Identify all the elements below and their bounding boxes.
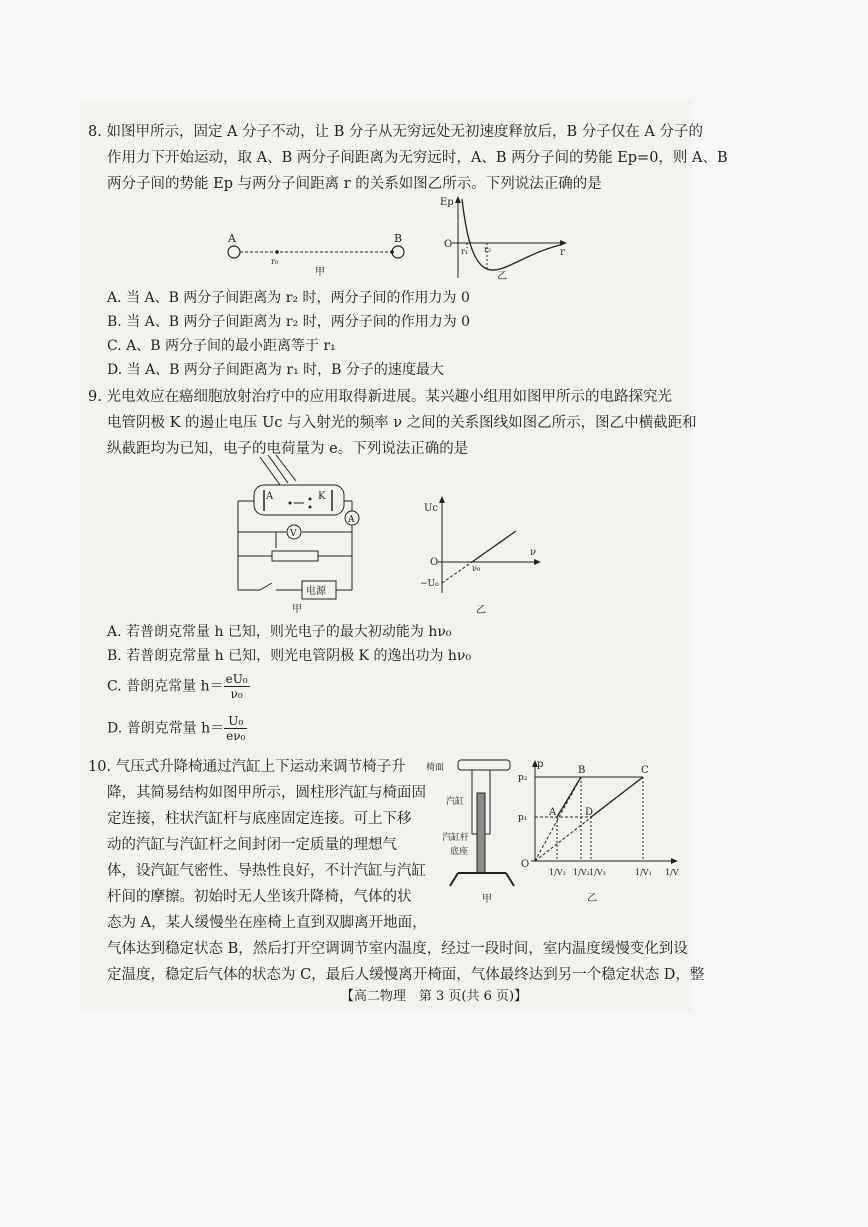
q10-figure-yi xyxy=(515,757,685,907)
q10-line7: 态为 A，某人缓慢坐在座椅上直到双脚离开地面， xyxy=(107,915,427,931)
q10-point-a: A xyxy=(549,807,557,818)
q9-neg-u0: −U₀ xyxy=(420,579,439,589)
q10-x1: 1/V₂ xyxy=(549,868,566,877)
q10-point-c: C xyxy=(641,765,649,776)
q10-x3: 1/V₃ xyxy=(589,868,606,877)
q8-line2: 作用力下开始运动，取 A、B 两分子间距离为无穷远时，A、B 两分子间的势能 Ep=0，则 A、B xyxy=(107,150,728,166)
q9-ammeter-label: A xyxy=(348,515,355,525)
q8-origin: O xyxy=(444,239,453,250)
q9-power-label: 电源 xyxy=(306,586,326,597)
q9-line1: 9. 光电效应在癌细胞放射治疗中的应用取得新进展。某兴趣小组用如图甲所示的电路探究光 xyxy=(88,389,672,405)
q9-option-d-fraction: $\frac{\text{U₀}}{\text{eν₀}}$ xyxy=(226,714,246,743)
q10-cylinder-label: 汽缸 xyxy=(446,797,465,807)
q8-option-b: B. 当 A、B 两分子间距离为 r₂ 时，两分子间的作用力为 0 xyxy=(107,314,471,330)
q10-point-b: B xyxy=(578,765,586,776)
q8-figure-jia xyxy=(220,228,420,278)
q10-x2: 1/V₂ xyxy=(573,868,590,877)
q9-voltmeter-label: V xyxy=(290,529,297,539)
q10-figure-jia xyxy=(420,758,520,903)
q10-line4: 动的汽缸与汽缸杆之间封闭一定质量的理想气 xyxy=(107,837,397,853)
q9-option-b: B. 若普朗克常量 h 已知，则光电管阴极 K 的逸出功为 hν₀ xyxy=(107,648,472,664)
q10-origin: O xyxy=(521,859,530,870)
q8-label-b: B xyxy=(394,232,403,245)
q9-xlabel: ν xyxy=(530,547,537,558)
q9-caption-jia: 甲 xyxy=(292,604,302,615)
q10-x4: 1/V₁ xyxy=(635,868,652,877)
q9-option-c xyxy=(107,672,250,701)
q8-caption-jia: 甲 xyxy=(315,267,325,278)
q10-rod-label: 汽缸杆 xyxy=(442,833,470,843)
q10-seat-label: 椅面 xyxy=(426,763,445,773)
page-footer: 【高二物理 第 3 页(共 6 页)】 xyxy=(340,989,528,1004)
q10-ylabel: p xyxy=(537,759,544,770)
q9-anode-label: A xyxy=(266,491,274,502)
q10-base-label: 底座 xyxy=(450,847,469,857)
q9-nu0: ν₀ xyxy=(472,564,481,573)
q9-option-c-prefix: C. 普朗克常量 h＝ xyxy=(107,678,224,695)
q9-option-d xyxy=(107,714,247,743)
q9-figure-yi xyxy=(420,493,550,618)
q10-line6: 杆间的摩擦。初始时无人坐该升降椅，气体的状 xyxy=(107,889,412,905)
q10-xlabel: 1/V xyxy=(665,868,679,877)
q9-line3: 纵截距均为已知，电子的电荷量为 e。下列说法正确的是 xyxy=(107,441,469,457)
q9-option-c-fraction: $\frac{\text{eU₀}}{\text{ν₀}}$ xyxy=(225,672,248,701)
q8-label-a: A xyxy=(228,232,236,245)
q8-option-d: D. 当 A、B 两分子间距离为 r₁ 时，B 分子的速度最大 xyxy=(107,362,444,378)
q8-xlabel: r xyxy=(560,247,565,258)
q10-line2: 降，其简易结构如图甲所示，圆柱形汽缸与椅面固 xyxy=(107,785,426,801)
q10-line3: 定连接，柱状汽缸杆与底座固定连接。可上下移 xyxy=(107,811,412,827)
q10-caption-yi: 乙 xyxy=(587,893,597,904)
q8-r2: r₂ xyxy=(484,245,492,254)
q9-cathode-label: K xyxy=(318,491,326,502)
q9-option-d-prefix: D. 普朗克常量 h＝ xyxy=(107,720,225,737)
q8-option-a: A. 当 A、B 两分子间距离为 r₂ 时，两分子间的作用力为 0 xyxy=(107,290,470,306)
q8-ylabel: Ep xyxy=(440,197,454,208)
q10-line9: 定温度，稳定后气体的状态为 C，最后人缓慢离开椅面，气体最终达到另一个稳定状态 D，整 xyxy=(107,967,705,983)
q10-caption-jia: 甲 xyxy=(482,894,492,903)
q10-line5: 体，设汽缸气密性、导热性良好，不计汽缸与汽缸 xyxy=(107,863,426,879)
q9-caption-yi: 乙 xyxy=(476,605,486,616)
q9-line2: 电管阴极 K 的遏止电压 Uc 与入射光的频率 ν 之间的关系图线如图乙所示，图乙中横截距和 xyxy=(107,415,697,431)
q8-caption-yi: 乙 xyxy=(497,271,507,282)
q9-figure-jia xyxy=(232,455,372,615)
q8-r1: r₁ xyxy=(461,247,469,256)
q10-line8: 气体达到稳定状态 B，然后打开空调调节室内温度，经过一段时间，室内温度缓慢变化到设 xyxy=(107,941,688,957)
q8-figure-yi xyxy=(432,193,572,283)
q9-origin: O xyxy=(430,557,439,568)
q8-line3: 两分子间的势能 Ep 与两分子间距离 r 的关系如图乙所示。下列说法正确的是 xyxy=(107,176,602,192)
q10-line1: 10. 气压式升降椅通过汽缸上下运动来调节椅子升 xyxy=(88,759,406,775)
q8-label-r0: r₀ xyxy=(271,257,279,266)
q8-option-c: C. A、B 两分子间的最小距离等于 r₁ xyxy=(107,338,336,354)
q10-p1: p₁ xyxy=(518,813,528,823)
q9-option-a: A. 若普朗克常量 h 已知，则光电子的最大初动能为 hν₀ xyxy=(107,624,452,640)
q10-p2: p₂ xyxy=(518,773,528,783)
q9-ylabel: Uc xyxy=(424,503,439,514)
q8-line1: 8. 如图甲所示，固定 A 分子不动，让 B 分子从无穷远处无初速度释放后，B 分子仅在 A 分子的 xyxy=(88,124,703,140)
q10-point-d: D xyxy=(585,807,594,818)
